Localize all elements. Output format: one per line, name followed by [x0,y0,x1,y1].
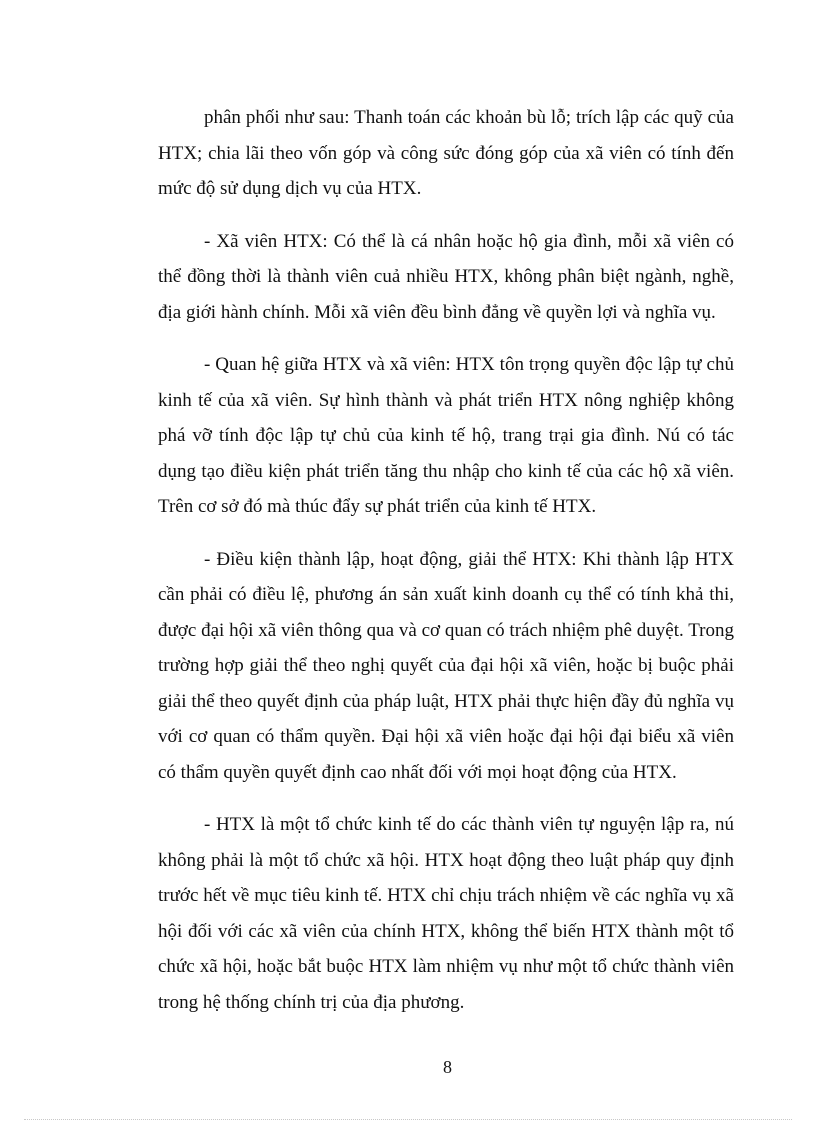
page-number: 8 [443,1057,452,1077]
paragraph-conditions: - Điều kiện thành lập, hoạt động, giải thể HTX: Khi thành lập HTX cần phải có điều lệ, phương án sản xuất kinh doanh cụ thể có tính khả thi, được đại hội xã viên thông qua và cơ quan có trách nhiệm phê duyệt. Trong trường hợp giải thể theo nghị quyết của đại hội xã viên, hoặc bị buộc phải giải thể theo quyết định của pháp luật, HTX phải thực hiện đầy đủ nghĩa vụ với cơ quan có thẩm quyền. Đại hội xã viên hoặc đại hội đại biểu xã viên có thẩm quyền quyết định cao nhất đối với mọi hoạt động của HTX. [158,548,734,783]
paragraph-members: - Xã viên HTX: Có thể là cá nhân hoặc hộ gia đình, mỗi xã viên có thể đồng thời là thành viên cuả nhiều HTX, không phân biệt ngành, nghề, địa giới hành chính. Mỗi xã viên đều bình đẳng về quyền lợi và nghĩa vụ. [158,230,734,323]
paragraph-economic-organization: - HTX là một tổ chức kinh tế do các thành viên tự nguyện lập ra, nú không phải là một tổ chức xã hội. HTX hoạt động theo luật pháp quy định trước hết về mục tiêu kinh tế. HTX chỉ chịu trách nhiệm về các nghĩa vụ xã hội đối với các xã viên của chính HTX, không thể biến HTX thành một tổ chức xã hội, hoặc bắt buộc HTX làm nhiệm vụ như một tổ chức thành viên trong hệ thống chính trị của địa phương. [158,814,734,1013]
paragraph-distribution: phân phối như sau: Thanh toán các khoản bù lỗ; trích lập các quỹ của HTX; chia lãi theo vốn góp và công sức đóng góp của xã viên có tính đến mức độ sử dụng dịch vụ của HTX. [158,107,734,199]
paragraph-relationship: - Quan hệ giữa HTX và xã viên: HTX tôn trọng quyền độc lập tự chủ kinh tế của xã viên. Sự hình thành và phát triển HTX nông nghiệp không phá vỡ tính độc lập tự chủ của kinh tế hộ, trang trại gia đình. Nú có tác dụng tạo điều kiện phát triển tăng thu nhập cho kinh tế của các hộ xã viên. Trên cơ sở đó mà thúc đẩy sự phát triển của kinh tế HTX. [158,354,734,517]
page-bottom-divider [24,1119,792,1120]
body-text [158,100,734,1020]
